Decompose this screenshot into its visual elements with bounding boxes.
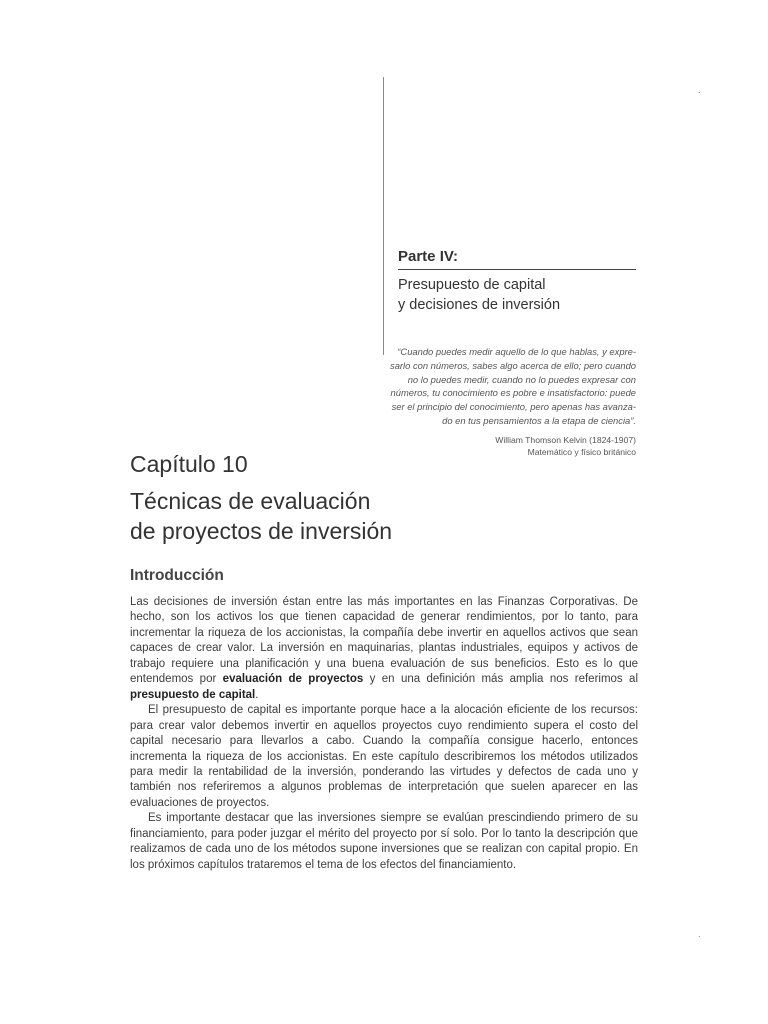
- epigraph-quote: [366, 345, 636, 428]
- term-presupuesto-de-capital: presupuesto de capital: [130, 688, 256, 701]
- paragraph-3: Es importante destacar que las inversiones siempre se evalúan prescindiendo primero de su financiamiento, para poder juzgar el mérito del proyecto por sí solo. Por lo tanto la descripción que realizamos de cada uno de los métodos supone inversiones que se realizan con capital propio. En los próximos capítulos trataremos el tema de los efectos del financiamiento.: [130, 812, 638, 871]
- chapter-label: Capítulo 10: [130, 451, 248, 477]
- quote-line: no lo puedes medir, cuando no lo puedes expresar con: [407, 373, 636, 385]
- part-block: [398, 248, 636, 315]
- part-subtitle-line-2: y decisiones de inversión: [398, 297, 561, 313]
- quote-line: “Cuando puedes medir aquello de lo que hablas, y expre-: [397, 346, 636, 357]
- paragraph-1: [130, 595, 638, 703]
- epigraph-author: William Thomson Kelvin (1824-1907): [495, 435, 636, 445]
- quote-line: sarlo con números, sabes algo acerca de ello; pero cuando: [390, 359, 636, 371]
- part-label: Parte IV:: [398, 248, 636, 270]
- epigraph-author-role: Matemático y físico británico: [527, 447, 636, 457]
- epigraph-attribution: [495, 434, 636, 458]
- chapter-title-line-1: Técnicas de evaluación: [130, 488, 371, 514]
- section-heading: Introducción: [130, 567, 224, 584]
- paragraph-1-text-c: .: [255, 688, 259, 701]
- paragraph-1-text-b: y en una definición más amplia nos referimos al: [363, 673, 639, 686]
- paragraph-2: El presupuesto de capital es importante porque hace a la alocación eficiente de los recursos: para crear valor debemos invertir en aquellos proyectos cuyo rendimiento supera el costo del capital necesario para llevarlos a cabo. Cuando la compañía consigue hacerlo, entonces incrementa la riqueza de los accionistas. En este capítulo describiremos los métodos utilizados para medir la rentabilidad de la inversión, ponderando las virtudes y defectos de cada uno y también nos referiremos a algunos problemas de interpretación que suelen aparecer en las evaluaciones de proyectos.: [130, 704, 638, 809]
- body-text: [130, 595, 638, 873]
- margin-mark-top: .: [698, 85, 701, 95]
- chapter-title: [130, 486, 392, 546]
- quote-line: ser el principio del conocimiento, pero apenas has avanza-: [391, 401, 636, 413]
- part-subtitle-line-1: Presupuesto de capital: [398, 277, 546, 293]
- chapter-title-line-2: de proyectos de inversión: [130, 518, 393, 544]
- vertical-divider-line: [383, 77, 384, 355]
- term-evaluacion-de-proyectos: evaluación de proyectos: [222, 673, 364, 686]
- quote-line: do en tus pensamientos a la etapa de ciencia”.: [442, 414, 636, 426]
- margin-mark-bottom: .: [698, 929, 701, 939]
- quote-line: números, tu conocimiento es pobre e insatisfactorio: puede: [390, 387, 636, 399]
- part-subtitle: [398, 275, 636, 315]
- paragraph-1-text-a: Las decisiones de inversión éstan entre las más importantes en las Finanzas Corporativas. De hecho, son los activos los que tienen capacidad de generar rendimientos, por lo tanto, para incrementar la riqueza de los accionistas, la compañía debe invertir en aquellos activos que sean capaces de crear valor. La inversión en maquinarias, plantas industriales, equipos y activos de trabajo requiere una planificación y una buena evaluación de sus beneficios. Esto es lo que entendemos por: [130, 596, 638, 686]
